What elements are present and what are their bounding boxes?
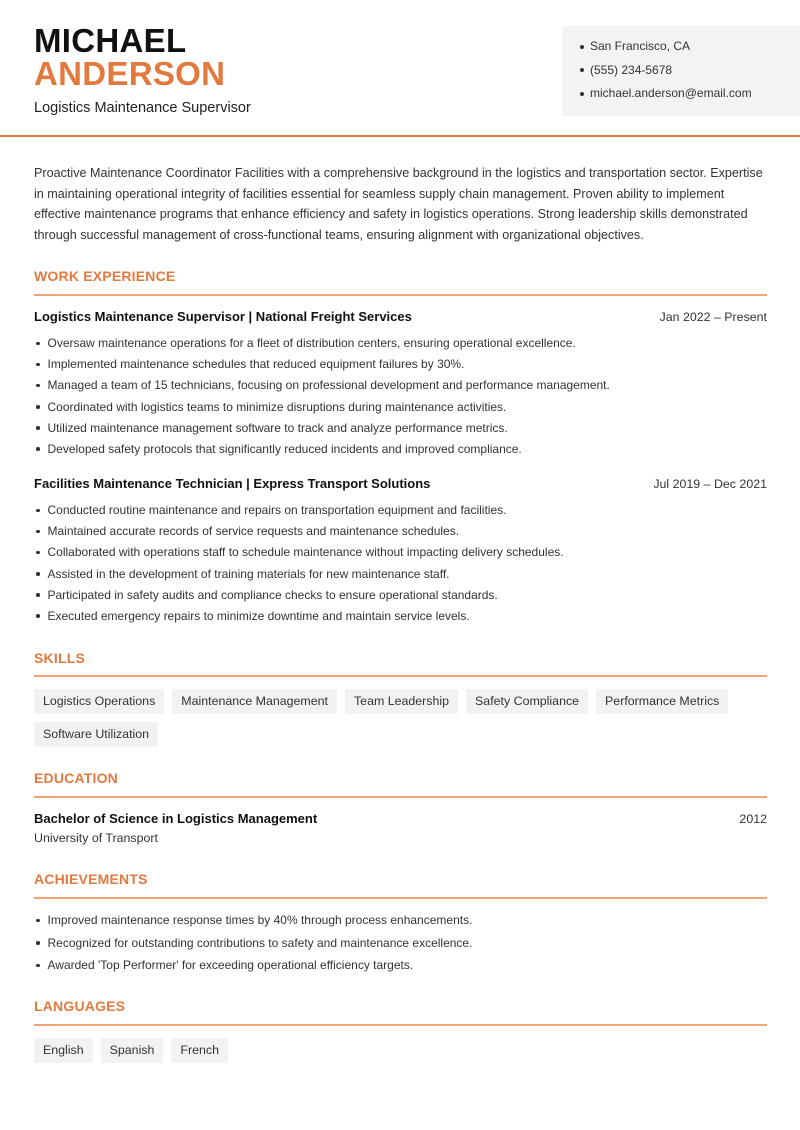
- skill-tag: Maintenance Management: [172, 689, 337, 714]
- section-title-achievements: ACHIEVEMENTS: [34, 871, 148, 887]
- bullet-icon: [36, 426, 40, 430]
- education-degree: Bachelor of Science in Logistics Management: [34, 811, 318, 826]
- bullet-icon: [580, 92, 584, 96]
- language-tag: Spanish: [101, 1038, 164, 1063]
- job-bullets: [34, 502, 767, 629]
- section-title-languages: LANGUAGES: [34, 998, 126, 1014]
- bullet-icon: [36, 964, 40, 968]
- section-divider: [34, 796, 767, 798]
- achievements-list: [34, 912, 767, 980]
- list-item: Maintained accurate records of service requests and maintenance schedules.: [34, 523, 767, 544]
- section-title-skills: SKILLS: [34, 650, 85, 666]
- bullet-icon: [580, 45, 584, 49]
- bullet-icon: [36, 614, 40, 618]
- list-item: Oversaw maintenance operations for a fleet of distribution centers, ensuring operational excellence.: [34, 335, 767, 356]
- bullet-icon: [36, 509, 40, 513]
- job-bullets: [34, 335, 767, 462]
- bullet-icon: [36, 593, 40, 597]
- bullet-icon: [36, 941, 40, 945]
- languages-list: [34, 1038, 767, 1063]
- bullet-icon: [36, 342, 40, 346]
- resume-header: [0, 0, 800, 137]
- bullet-icon: [36, 405, 40, 409]
- list-item: Coordinated with logistics teams to minimize disruptions during maintenance activities.: [34, 399, 767, 420]
- job-dates: Jan 2022 – Present: [659, 310, 767, 324]
- list-item: Utilized maintenance management software to track and analyze performance metrics.: [34, 420, 767, 441]
- language-tag: French: [171, 1038, 228, 1063]
- job-role: Facilities Maintenance Technician | Express Transport Solutions: [34, 476, 431, 491]
- job-header: [34, 309, 767, 324]
- bullet-icon: [36, 919, 40, 923]
- list-item: Managed a team of 15 technicians, focusing on professional development and performance management.: [34, 377, 767, 398]
- section-divider: [34, 675, 767, 677]
- bullet-icon: [36, 551, 40, 555]
- contact-location: San Francisco, CA: [580, 38, 800, 62]
- list-item: Assisted in the development of training materials for new maintenance staff.: [34, 566, 767, 587]
- list-item: Developed safety protocols that significantly reduced incidents and improved compliance.: [34, 441, 767, 462]
- section-divider: [34, 1024, 767, 1026]
- section-divider: [34, 897, 767, 899]
- list-item: Executed emergency repairs to minimize downtime and maintain service levels.: [34, 608, 767, 629]
- list-item: Collaborated with operations staff to schedule maintenance without impacting delivery schedules.: [34, 544, 767, 565]
- job-title: Logistics Maintenance Supervisor: [34, 100, 251, 116]
- professional-summary: Proactive Maintenance Coordinator Facilities with a comprehensive background in the logistics and transportation sector. Expertise in maintaining operational integrity of facilities essential for seamless supply chain management. Proven ability to implement effective maintenance programs that enhance efficiency and safety in logistics operations. Strong leadership skills demonstrated through successful management of cross-functional teams, ensuring alignment with organizational objectives.: [34, 166, 763, 242]
- bullet-icon: [36, 363, 40, 367]
- bullet-icon: [36, 447, 40, 451]
- education-header: [34, 811, 767, 826]
- language-tag: English: [34, 1038, 93, 1063]
- education-year: 2012: [739, 812, 767, 826]
- skill-tag: Logistics Operations: [34, 689, 164, 714]
- job-dates: Jul 2019 – Dec 2021: [653, 477, 767, 491]
- list-item: Implemented maintenance schedules that reduced equipment failures by 30%.: [34, 356, 767, 377]
- section-title-education: EDUCATION: [34, 770, 118, 786]
- skills-list: [34, 689, 767, 747]
- list-item: Improved maintenance response times by 40% through process enhancements.: [34, 912, 767, 935]
- skill-tag: Safety Compliance: [466, 689, 588, 714]
- list-item: Participated in safety audits and compliance checks to ensure operational standards.: [34, 587, 767, 608]
- last-name: ANDERSON: [34, 55, 226, 92]
- list-item: Awarded 'Top Performer' for exceeding operational efficiency targets.: [34, 957, 767, 980]
- bullet-icon: [36, 572, 40, 576]
- bullet-icon: [36, 530, 40, 534]
- bullet-icon: [580, 68, 584, 72]
- contact-email: michael.anderson@email.com: [580, 85, 800, 109]
- job-role: Logistics Maintenance Supervisor | National Freight Services: [34, 309, 412, 324]
- contact-box: [562, 26, 800, 116]
- skill-tag: Performance Metrics: [596, 689, 728, 714]
- first-name: MICHAEL: [34, 22, 187, 59]
- education-school: University of Transport: [34, 831, 158, 845]
- skill-tag: Team Leadership: [345, 689, 458, 714]
- section-divider: [34, 294, 767, 296]
- section-title-work: WORK EXPERIENCE: [34, 268, 176, 284]
- list-item: Recognized for outstanding contributions to safety and maintenance excellence.: [34, 935, 767, 958]
- list-item: Conducted routine maintenance and repairs on transportation equipment and facilities.: [34, 502, 767, 523]
- skill-tag: Software Utilization: [34, 722, 158, 747]
- contact-phone: (555) 234-5678: [580, 62, 800, 86]
- job-header: [34, 476, 767, 491]
- bullet-icon: [36, 384, 40, 388]
